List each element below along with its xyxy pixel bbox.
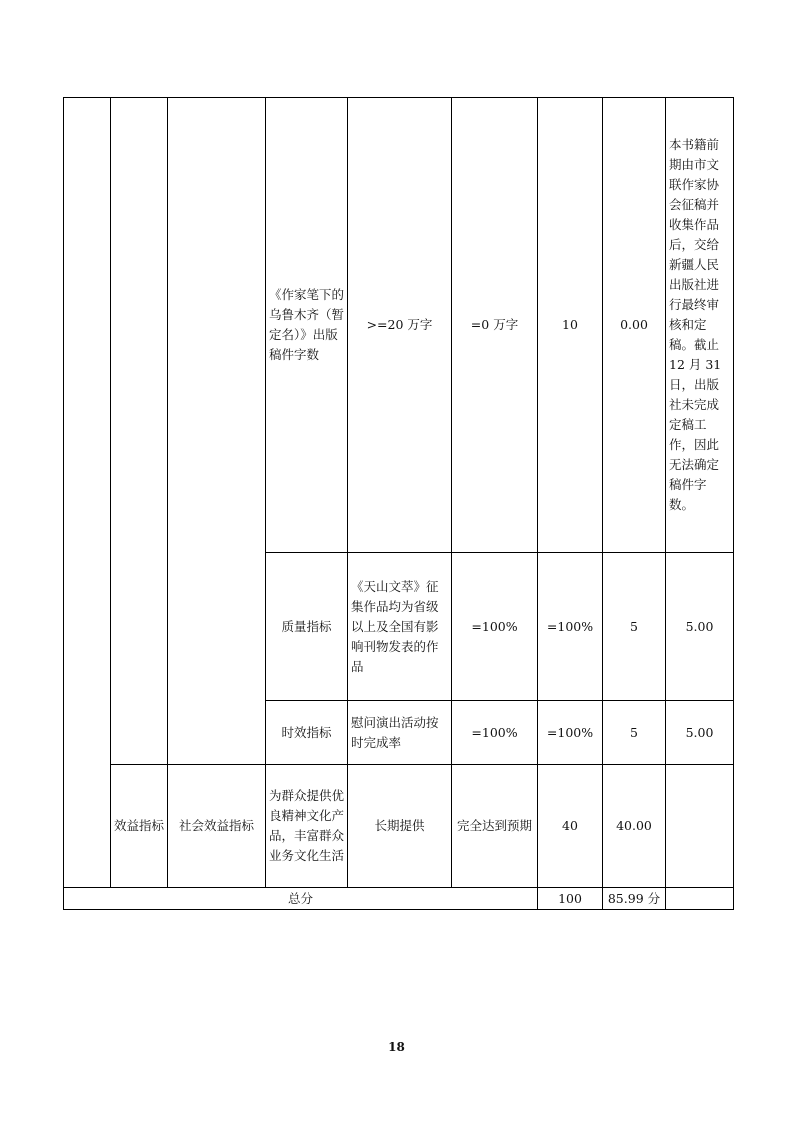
page-number: 18 — [388, 1040, 405, 1054]
cell-level1-blank — [64, 98, 111, 888]
cell-level2-benefit: 效益指标 — [111, 765, 168, 888]
cell-weight-timeliness: 5 — [603, 701, 666, 765]
cell-total-deviation — [666, 888, 734, 910]
cell-level3-social: 社会效益指标 — [168, 765, 266, 888]
cell-deviation-words: 本书籍前期由市文联作家协会征稿并收集作品后，交给新疆人民出版社进行最终审核和定稿。截止 12 月 31 日，出版社未完成定稿工作，因此无法确定稿件字数。 — [666, 98, 734, 553]
cell-target-words: >=20 万字 — [348, 98, 452, 553]
cell-actual-social: 完全达到预期 — [452, 765, 538, 888]
cell-indicator-words: 《作家笔下的乌鲁木齐（暂定名）》出版稿件字数 — [266, 98, 348, 553]
cell-actual-quality: =100% — [538, 553, 603, 701]
cell-total-weight: 100 — [538, 888, 603, 910]
cell-target-quality: =100% — [452, 553, 538, 701]
cell-score-quality: 5.00 — [666, 553, 734, 701]
cell-indicator-social: 为群众提供优良精神文化产品，丰富群众业务文化生活 — [266, 765, 348, 888]
table-row-social — [64, 765, 734, 888]
cell-indicator-timeliness: 慰问演出活动按时完成率 — [348, 701, 452, 765]
cell-score-timeliness: 5.00 — [666, 701, 734, 765]
cell-weight-words: 10 — [538, 98, 603, 553]
table-row-total — [64, 888, 734, 910]
cell-score-social: 40.00 — [603, 765, 666, 888]
cell-target-timeliness: =100% — [452, 701, 538, 765]
cell-level3-quality: 质量指标 — [266, 553, 348, 701]
cell-level3-timeliness: 时效指标 — [266, 701, 348, 765]
cell-level3-blank — [168, 98, 266, 765]
cell-weight-social: 40 — [538, 765, 603, 888]
cell-indicator-quality: 《天山文萃》征集作品均为省级以上及全国有影响刊物发表的作品 — [348, 553, 452, 701]
cell-level2-blank — [111, 98, 168, 765]
cell-total-score: 85.99 分 — [603, 888, 666, 910]
cell-target-social: 长期提供 — [348, 765, 452, 888]
cell-actual-timeliness: =100% — [538, 701, 603, 765]
performance-table — [63, 97, 734, 910]
cell-actual-words: =0 万字 — [452, 98, 538, 553]
cell-score-words: 0.00 — [603, 98, 666, 553]
cell-weight-quality: 5 — [603, 553, 666, 701]
cell-deviation-social — [666, 765, 734, 888]
cell-total-label: 总分 — [64, 888, 538, 910]
table-row-words — [64, 98, 734, 553]
